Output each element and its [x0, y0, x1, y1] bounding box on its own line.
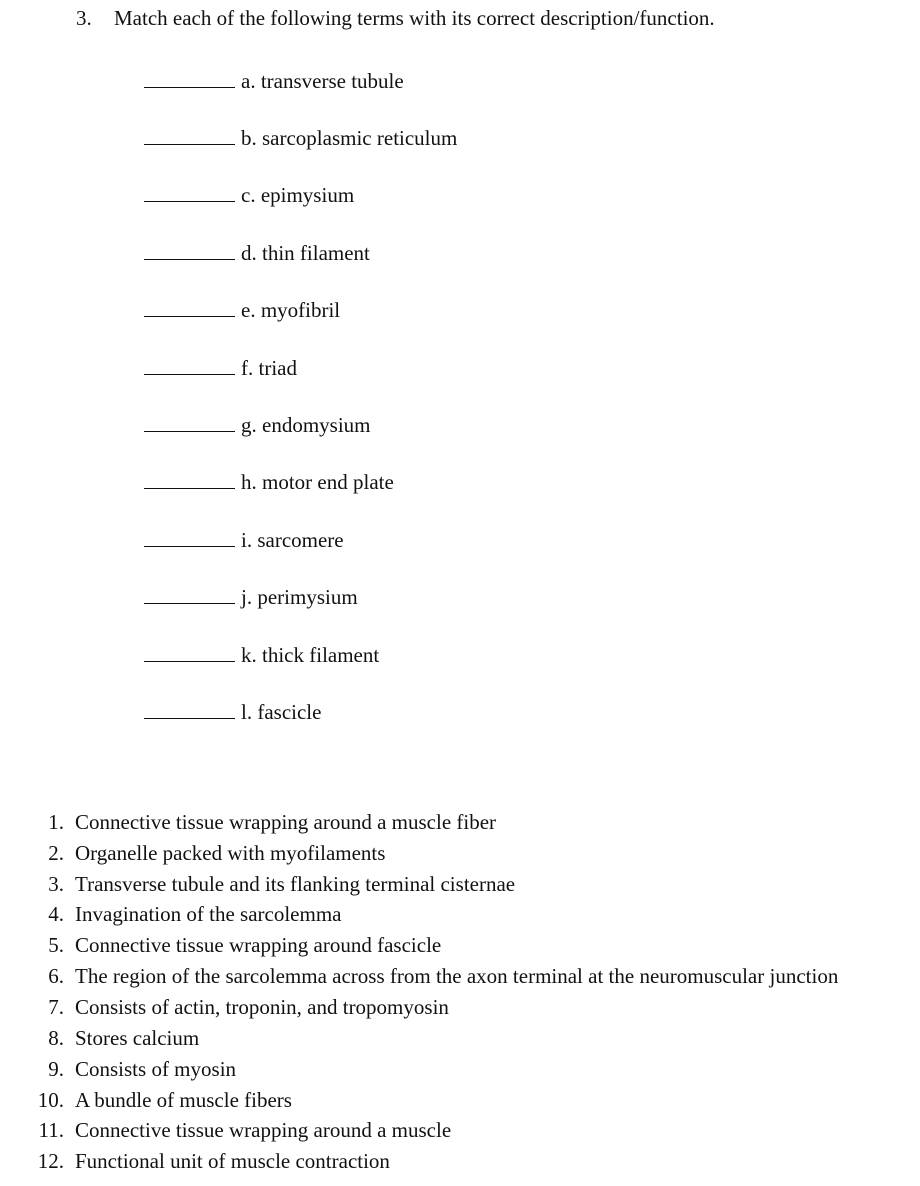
- description-number: 6.: [48, 964, 64, 988]
- term-label: l. fascicle: [241, 700, 322, 724]
- description-number: 7.: [48, 995, 64, 1019]
- description-number: 1.: [48, 810, 64, 834]
- question-heading: [76, 6, 715, 31]
- term-row: [144, 636, 379, 668]
- answer-blank[interactable]: [144, 370, 235, 375]
- term-label: a. transverse tubule: [241, 69, 404, 93]
- term-label: h. motor end plate: [241, 470, 394, 494]
- description-number: 12.: [37, 1149, 64, 1173]
- answer-blank[interactable]: [144, 542, 235, 547]
- term-row: [144, 578, 358, 610]
- description-number: 8.: [48, 1026, 64, 1050]
- description-number: 5.: [48, 933, 64, 957]
- description-text: Consists of myosin: [75, 1057, 237, 1081]
- description-number: 10.: [37, 1088, 64, 1112]
- term-label: c. epimysium: [241, 183, 355, 207]
- term-row: [144, 291, 340, 323]
- answer-blank[interactable]: [144, 484, 235, 489]
- description-text: Transverse tubule and its flanking terminal cisternae: [75, 872, 516, 896]
- description-number: 4.: [48, 902, 64, 926]
- answer-blank[interactable]: [144, 255, 235, 260]
- description-text: Connective tissue wrapping around a muscle fiber: [75, 810, 497, 834]
- term-row: [144, 234, 370, 266]
- term-row: [144, 119, 457, 151]
- description-text: Consists of actin, troponin, and tropomyosin: [75, 995, 449, 1019]
- question-number: 3.: [76, 6, 92, 30]
- term-row: [144, 176, 354, 208]
- answer-blank[interactable]: [144, 657, 235, 662]
- description-text: Functional unit of muscle contraction: [75, 1149, 390, 1173]
- question-prompt: Match each of the following terms with its correct description/function.: [114, 6, 715, 30]
- answer-blank[interactable]: [144, 140, 235, 145]
- description-number: 11.: [38, 1118, 64, 1142]
- term-row: [144, 406, 371, 438]
- term-row: [144, 349, 297, 381]
- term-row: [144, 693, 321, 725]
- description-number: 3.: [48, 872, 64, 896]
- description-text: Invagination of the sarcolemma: [75, 902, 342, 926]
- description-text: A bundle of muscle fibers: [75, 1088, 292, 1112]
- description-text: Stores calcium: [75, 1026, 200, 1050]
- answer-blank[interactable]: [144, 599, 235, 604]
- answer-blank[interactable]: [144, 427, 235, 432]
- answer-blank[interactable]: [144, 312, 235, 317]
- description-number: 9.: [48, 1057, 64, 1081]
- description-text: Organelle packed with myofilaments: [75, 841, 386, 865]
- term-label: e. myofibril: [241, 298, 341, 322]
- term-label: f. triad: [241, 356, 297, 380]
- description-text: The region of the sarcolemma across from the axon terminal at the neuromuscular junction: [75, 964, 839, 988]
- term-label: d. thin filament: [241, 241, 370, 265]
- description-text: Connective tissue wrapping around a muscle: [75, 1118, 452, 1142]
- term-label: b. sarcoplasmic reticulum: [241, 126, 458, 150]
- description-text: Connective tissue wrapping around fascicle: [75, 933, 442, 957]
- term-row: [144, 62, 404, 94]
- answer-blank[interactable]: [144, 197, 235, 202]
- term-label: j. perimysium: [241, 585, 358, 609]
- term-row: [144, 521, 344, 553]
- term-label: g. endomysium: [241, 413, 371, 437]
- term-label: k. thick filament: [241, 643, 380, 667]
- answer-blank[interactable]: [144, 83, 235, 88]
- description-number: 2.: [48, 841, 64, 865]
- term-row: [144, 463, 394, 495]
- term-label: i. sarcomere: [241, 528, 344, 552]
- answer-blank[interactable]: [144, 714, 235, 719]
